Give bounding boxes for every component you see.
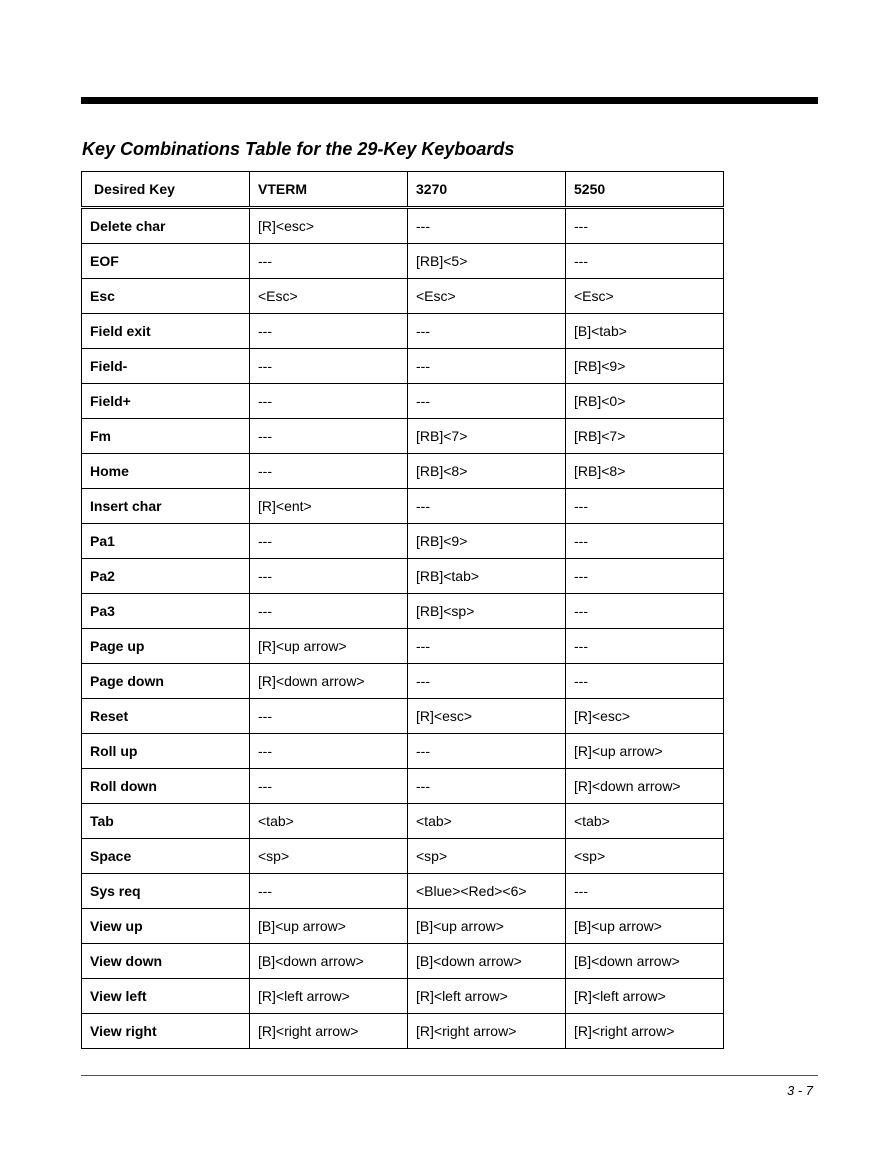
5250-cell: ---: [566, 594, 724, 629]
3270-cell: ---: [408, 629, 566, 664]
table-row: [82, 839, 724, 874]
3270-cell: ---: [408, 489, 566, 524]
5250-cell: ---: [566, 874, 724, 909]
desired-key-cell: Fm: [82, 419, 250, 454]
5250-cell: ---: [566, 244, 724, 279]
desired-key-cell: Pa1: [82, 524, 250, 559]
desired-key-cell: Delete char: [82, 208, 250, 244]
3270-cell: ---: [408, 664, 566, 699]
table-row: [82, 909, 724, 944]
vterm-cell: ---: [250, 419, 408, 454]
5250-cell: ---: [566, 629, 724, 664]
vterm-cell: ---: [250, 454, 408, 489]
table-row: [82, 419, 724, 454]
desired-key-cell: Sys req: [82, 874, 250, 909]
5250-cell: ---: [566, 489, 724, 524]
3270-cell: [R]<left arrow>: [408, 979, 566, 1014]
desired-key-cell: View up: [82, 909, 250, 944]
table-row: [82, 944, 724, 979]
3270-cell: <sp>: [408, 839, 566, 874]
5250-cell: [B]<up arrow>: [566, 909, 724, 944]
vterm-cell: ---: [250, 734, 408, 769]
3270-cell: [RB]<sp>: [408, 594, 566, 629]
3270-cell: <Esc>: [408, 279, 566, 314]
5250-cell: [R]<left arrow>: [566, 979, 724, 1014]
desired-key-cell: Reset: [82, 699, 250, 734]
table-row: [82, 244, 724, 279]
table-row: [82, 979, 724, 1014]
5250-cell: [RB]<0>: [566, 384, 724, 419]
3270-cell: [RB]<8>: [408, 454, 566, 489]
vterm-cell: ---: [250, 699, 408, 734]
table-row: [82, 349, 724, 384]
vterm-cell: [R]<esc>: [250, 208, 408, 244]
table-row: [82, 594, 724, 629]
desired-key-cell: EOF: [82, 244, 250, 279]
vterm-cell: [R]<left arrow>: [250, 979, 408, 1014]
desired-key-cell: Roll down: [82, 769, 250, 804]
3270-cell: [B]<down arrow>: [408, 944, 566, 979]
3270-cell: [B]<up arrow>: [408, 909, 566, 944]
vterm-cell: ---: [250, 769, 408, 804]
table-row: [82, 769, 724, 804]
desired-key-cell: View down: [82, 944, 250, 979]
vterm-cell: <tab>: [250, 804, 408, 839]
vterm-cell: ---: [250, 244, 408, 279]
3270-cell: <tab>: [408, 804, 566, 839]
vterm-cell: [R]<down arrow>: [250, 664, 408, 699]
5250-cell: [RB]<8>: [566, 454, 724, 489]
table-row: [82, 629, 724, 664]
5250-cell: <Esc>: [566, 279, 724, 314]
table-row: [82, 279, 724, 314]
desired-key-cell: Roll up: [82, 734, 250, 769]
page-title: Key Combinations Table for the 29-Key Keyboards: [82, 139, 515, 159]
3270-cell: ---: [408, 734, 566, 769]
3270-cell: ---: [408, 384, 566, 419]
3270-cell: ---: [408, 769, 566, 804]
table-row: [82, 664, 724, 699]
5250-cell: [RB]<9>: [566, 349, 724, 384]
5250-cell: <tab>: [566, 804, 724, 839]
desired-key-cell: View left: [82, 979, 250, 1014]
table-row: [82, 524, 724, 559]
vterm-cell: <sp>: [250, 839, 408, 874]
column-header-desired-key: Desired Key: [82, 172, 250, 208]
3270-cell: [R]<right arrow>: [408, 1014, 566, 1049]
desired-key-cell: Page up: [82, 629, 250, 664]
table-row: [82, 804, 724, 839]
5250-cell: [R]<down arrow>: [566, 769, 724, 804]
table-row: [82, 314, 724, 349]
desired-key-cell: Insert char: [82, 489, 250, 524]
table-header-row: [82, 172, 724, 208]
desired-key-cell: Space: [82, 839, 250, 874]
table-row: [82, 874, 724, 909]
3270-cell: ---: [408, 349, 566, 384]
column-header-vterm: VTERM: [250, 172, 408, 208]
vterm-cell: ---: [250, 349, 408, 384]
vterm-cell: ---: [250, 384, 408, 419]
5250-cell: ---: [566, 208, 724, 244]
desired-key-cell: Field+: [82, 384, 250, 419]
table-row: [82, 734, 724, 769]
vterm-cell: ---: [250, 559, 408, 594]
desired-key-cell: View right: [82, 1014, 250, 1049]
vterm-cell: ---: [250, 874, 408, 909]
3270-cell: [RB]<tab>: [408, 559, 566, 594]
3270-cell: <Blue><Red><6>: [408, 874, 566, 909]
3270-cell: [R]<esc>: [408, 699, 566, 734]
5250-cell: ---: [566, 559, 724, 594]
3270-cell: [RB]<5>: [408, 244, 566, 279]
desired-key-cell: Field-: [82, 349, 250, 384]
column-header-3270: 3270: [408, 172, 566, 208]
vterm-cell: ---: [250, 594, 408, 629]
3270-cell: ---: [408, 314, 566, 349]
vterm-cell: [R]<up arrow>: [250, 629, 408, 664]
vterm-cell: <Esc>: [250, 279, 408, 314]
desired-key-cell: Field exit: [82, 314, 250, 349]
table-row: [82, 559, 724, 594]
desired-key-cell: Tab: [82, 804, 250, 839]
vterm-cell: ---: [250, 314, 408, 349]
3270-cell: [RB]<9>: [408, 524, 566, 559]
page-number: 3 - 7: [786, 1083, 813, 1098]
desired-key-cell: Pa2: [82, 559, 250, 594]
5250-cell: ---: [566, 524, 724, 559]
key-combinations-table: [81, 171, 724, 1049]
vterm-cell: [R]<ent>: [250, 489, 408, 524]
3270-cell: [RB]<7>: [408, 419, 566, 454]
5250-cell: [R]<right arrow>: [566, 1014, 724, 1049]
footer-rule: [81, 1075, 818, 1076]
vterm-cell: [B]<up arrow>: [250, 909, 408, 944]
table-row: [82, 384, 724, 419]
3270-cell: ---: [408, 208, 566, 244]
5250-cell: ---: [566, 664, 724, 699]
5250-cell: [RB]<7>: [566, 419, 724, 454]
5250-cell: [R]<up arrow>: [566, 734, 724, 769]
5250-cell: [R]<esc>: [566, 699, 724, 734]
vterm-cell: [R]<right arrow>: [250, 1014, 408, 1049]
5250-cell: [B]<down arrow>: [566, 944, 724, 979]
vterm-cell: ---: [250, 524, 408, 559]
table-row: [82, 1014, 724, 1049]
table-row: [82, 699, 724, 734]
desired-key-cell: Home: [82, 454, 250, 489]
desired-key-cell: Pa3: [82, 594, 250, 629]
column-header-5250: 5250: [566, 172, 724, 208]
5250-cell: <sp>: [566, 839, 724, 874]
desired-key-cell: Page down: [82, 664, 250, 699]
header-rule: [81, 97, 818, 104]
table-body: [82, 208, 724, 1049]
desired-key-cell: Esc: [82, 279, 250, 314]
table-row: [82, 489, 724, 524]
table-row: [82, 454, 724, 489]
table-row: [82, 208, 724, 244]
5250-cell: [B]<tab>: [566, 314, 724, 349]
vterm-cell: [B]<down arrow>: [250, 944, 408, 979]
